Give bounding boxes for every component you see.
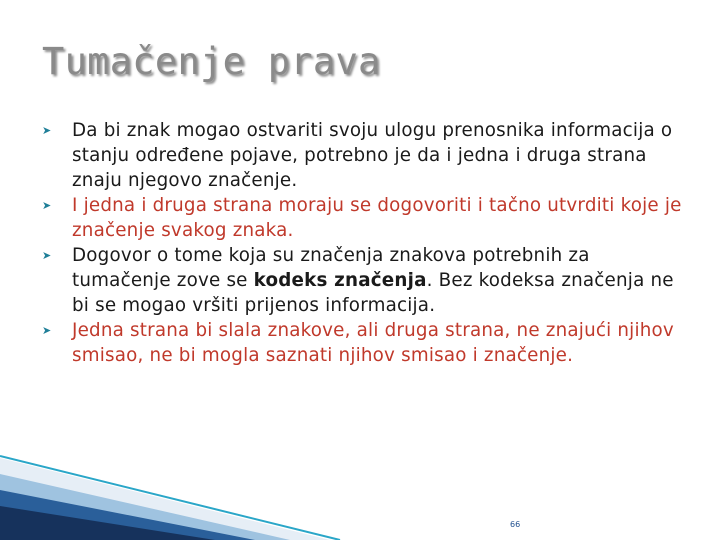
- bullet-text-after: . Bez kodeksa značenja ne bi se mogao vršiti prijenos informacija.: [72, 270, 674, 316]
- arrow-bullet-icon: ➤: [42, 324, 52, 337]
- arrow-bullet-icon: ➤: [42, 249, 52, 262]
- arrow-bullet-icon: ➤: [42, 124, 52, 137]
- bullet-text: I jedna i druga strana moraju se dogovoriti i tačno utvrditi koje je značenje svakog znaka.: [72, 195, 682, 241]
- bullet-item: [42, 118, 682, 193]
- bullet-item: [42, 318, 682, 368]
- bullet-item: [42, 243, 682, 318]
- bullet-text: Da bi znak mogao ostvariti svoju ulogu prenosnika informacija o stanju određene pojave, potrebno je da i jedna i druga strana znaju njegovo značenje.: [72, 120, 673, 191]
- bullet-list: [42, 118, 682, 368]
- page-number: 66: [510, 520, 521, 529]
- bullet-text-before: Dogovor o tome koja su značenja znakova potrebnih za tumačenje zove se: [72, 245, 590, 291]
- slide-title: Tumačenje prava: [42, 40, 381, 83]
- bullet-text: Jedna strana bi slala znakove, ali druga strana, ne znajući njihov smisao, ne bi mogla saznati njihov smisao i značenje.: [72, 320, 674, 366]
- bullet-item: [42, 193, 682, 243]
- arrow-bullet-icon: ➤: [42, 199, 52, 212]
- keyword-kodeks-znacenja: kodeks značenja: [253, 270, 427, 291]
